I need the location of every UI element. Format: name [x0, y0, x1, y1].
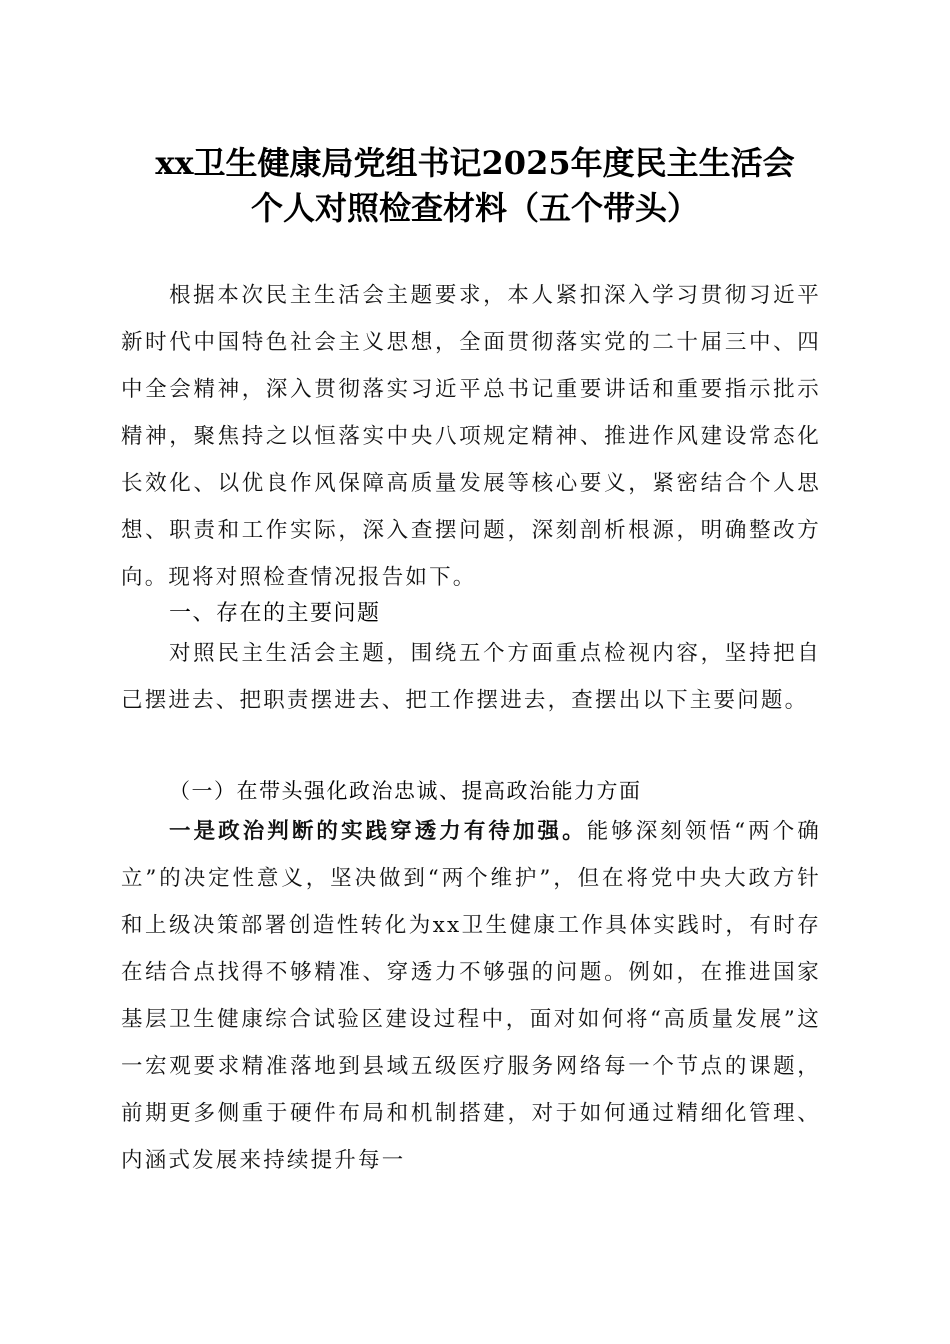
document-title-line-1: xx卫生健康局党组书记2025年度民主生活会: [155, 144, 795, 182]
intro-paragraph: 根据本次民主生活会主题要求，本人紧扣深入学习贯彻习近平新时代中国特色社会主义思想，全面贯彻落实党的二十届三中、四中全会精神，深入贯彻落实习近平总书记重要讲话和重要指示批示精神，聚焦持之以恒落实中央八项规定精神、推进作风建设常态化长效化、以优良作风保障高质量发展等核心要义，紧密结合个人思想、职责和工作实际，深入查摆问题，深刻剖析根源，明确整改方向。现将对照检查情况报告如下。: [121, 283, 821, 590]
document-title-line-2: 个人对照检查材料（五个带头）: [250, 189, 699, 227]
point-1-paragraph: [121, 808, 821, 1184]
point-1-lead: 一是政治判断的实践穿透力有待加强。: [169, 819, 587, 844]
subsection-1-heading: （一）在带头强化政治忠诚、提高政治能力方面: [169, 779, 642, 803]
section-1-heading: 一、存在的主要问题: [169, 601, 381, 626]
point-1-body: 能够深刻领悟“两个确立”的决定性意义，坚决做到“两个维护”，但在将党中央大政方针和上级决策部署创造性转化为xx卫生健康工作具体实践时，有时存在结合点找得不够精准、穿透力不够强的问题。例如，在推进国家基层卫生健康综合试验区建设过程中，面对如何将“高质量发展”这一宏观要求精准落地到县域五级医疗服务网络每一个节点的课题，前期更多侧重于硬件布局和机制搭建，对于如何通过精细化管理、内涵式发展来持续提升每一: [121, 819, 822, 1173]
section-1-intro-paragraph: 对照民主生活会主题，围绕五个方面重点检视内容，坚持把自己摆进去、把职责摆进去、把工作摆进去，查摆出以下主要问题。: [121, 641, 821, 713]
